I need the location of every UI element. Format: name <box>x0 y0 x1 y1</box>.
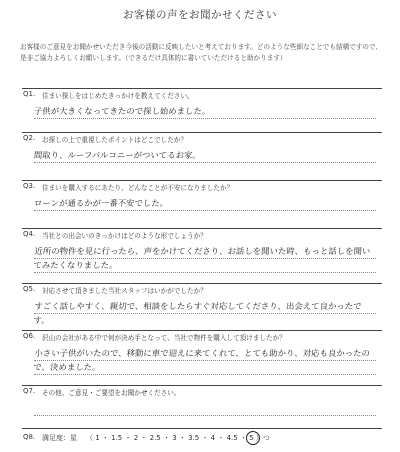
question-text: 住まい探しをはじめたきっかけを教えてください。 <box>42 92 194 100</box>
question-number: Q5. <box>23 285 36 293</box>
question-number: Q4. <box>23 230 36 238</box>
question-text: 対応させて頂きました当社スタッフはいかがでしたか？ <box>42 287 207 295</box>
answer-line <box>34 415 376 416</box>
answer-line <box>34 360 376 361</box>
question-number: Q6. <box>23 332 36 340</box>
answer-line <box>34 272 376 273</box>
question-6 <box>22 330 382 375</box>
answer-line <box>34 313 376 314</box>
question-number: Q8. <box>23 433 36 441</box>
handwritten-answer: 間取り、ルーフバルコニーがついてるお家。 <box>33 150 202 160</box>
rating-scale <box>86 433 270 443</box>
question-number: Q1. <box>23 90 36 98</box>
question-7 <box>22 385 382 430</box>
question-3 <box>22 180 382 225</box>
answer-line <box>34 374 376 375</box>
page-title: お客様の声をお聞かせください <box>123 9 277 21</box>
answer-line <box>34 162 376 163</box>
question-1 <box>22 88 382 133</box>
question-text: 沢山の会社がある中で何が決め手となって、当社で物件を購入して頂けましたか？ <box>42 334 286 342</box>
answer-line <box>34 210 376 211</box>
handwritten-answer: すごく話しやすく、親切で、相談をしたらすぐ対応してくださり、出会えて良かったです。 <box>33 301 362 325</box>
handwritten-answer: 小さい子供がいたので、移動に車で迎えに来てくれて、とても助かり、対応も良かったので、決めました。 <box>33 348 371 372</box>
handwritten-answer: 子供が大きくなってきたので探し始めました。 <box>33 106 211 116</box>
rating-scale-prefix: （ 1 ・ 1.5 ・ 2 ・ 2.5 ・ 3 ・ 3.5 ・ 4 ・ 4.5 ・ <box>86 434 250 442</box>
selected-rating: 5 <box>249 434 254 442</box>
question-number: Q3. <box>23 182 36 190</box>
question-4 <box>22 228 382 273</box>
handwritten-answer: 近所の物件を見に行ったら、声をかけてくださり、お話しを聞いた時、もっと話しを聞いてみたくなりました。 <box>33 246 371 270</box>
question-text: 住まいを購入するにあたり、どんなことが不安になりましたか？ <box>42 184 234 192</box>
question-2 <box>22 132 382 177</box>
question-8-satisfaction <box>22 428 382 445</box>
handwritten-answer: ローンが通るかが一番不安でした。 <box>33 198 169 208</box>
question-number: Q2. <box>23 134 36 142</box>
question-5 <box>22 283 382 328</box>
question-text: お探しの上で重視したポイントはどこでしたか？ <box>42 136 188 144</box>
answer-line <box>34 118 376 119</box>
question-number: Q7. <box>23 387 36 395</box>
rating-scale-suffix: ）つ <box>253 434 270 442</box>
intro-text: お客様のご意見をお聞かせいただき今後の活動に反映したいと考えております。どのような些細なことでも結構ですので、是非ご協力よろしくお願いします。（できるだけ具体的に書いていただけると助かります） <box>20 43 382 62</box>
question-text: 満足度：星 <box>42 434 77 442</box>
question-text: その他、ご意見・ご要望をお聞かせください。 <box>42 389 181 397</box>
answer-line <box>34 258 376 259</box>
question-text: 当社との出会いのきっかけはどのような形でしょうか？ <box>42 232 207 240</box>
